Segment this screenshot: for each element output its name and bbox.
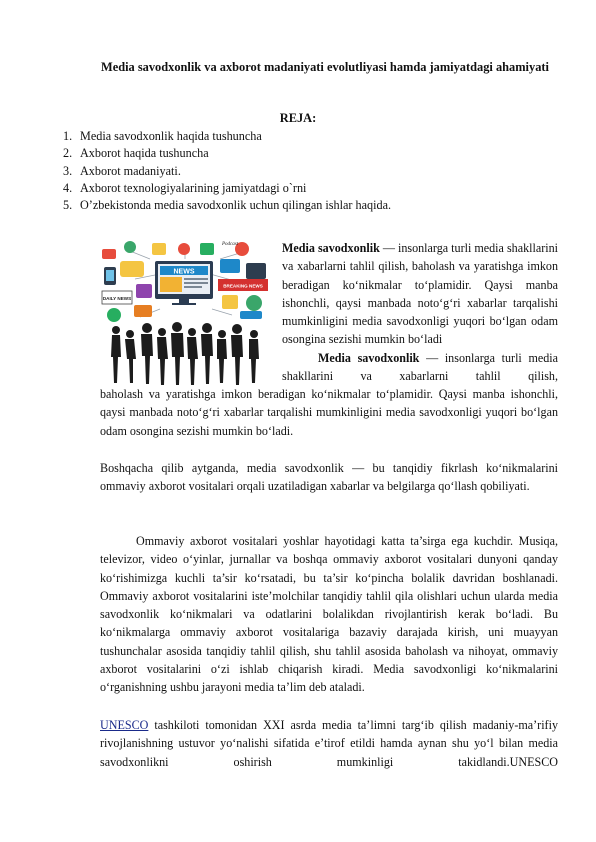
plan-item-number: 5. <box>63 198 73 213</box>
term: Media savodxonlik <box>318 351 420 365</box>
paragraph-definition-repeat-continued: baholash va yaratishga imkon beradigan ko‘nikmalar to‘plamidir. Qaysi manba ishonchli, qaysi manbada noto‘g‘ri xabarlar tarqalishi mumkinligini media savodxonligi yuqori bo‘lgan odam osongina sezishi mumkin bo‘ladi. <box>100 387 558 438</box>
paragraph-text: — insonlarga turli media shakllarini va xabarlarni tahlil qilish, baholash va yaratishga imkon beradigan ko‘nikmalar to‘plamidir. Qaysi manba ishonchli, qaysi manbada noto‘g‘ri xabarlar tarqalishi mumkinligini media savodxonligi yuqori bo‘lgan odam osongina sezishi mumkin bo‘ladi <box>282 241 558 347</box>
plan-item-text: Axborot texnologiyalarining jamiyatdagi o`rni <box>80 180 307 195</box>
plan-heading: REJA: <box>279 111 317 125</box>
plan-list <box>63 128 391 214</box>
unesco-link[interactable]: UNESCO <box>100 718 149 732</box>
paragraph-text: — insonlarga turli media shakllarini va xabarlarni tahlil qilish, <box>282 351 558 384</box>
monitor-news-icon <box>155 261 213 305</box>
media-illustration <box>100 239 270 391</box>
paragraph-unesco <box>100 716 558 771</box>
plan-item-text: O’zbekistonda media savodxonlik uchun qilingan ishlar haqida. <box>80 198 392 213</box>
media-icons <box>218 242 268 319</box>
paragraph-text: tashkiloti tomonidan XXI asrda media ta’limni targ‘ib qilish madaniy-ma’rifiy rivojlanishning ustuvor yo‘nalishi sifatida e’tirof etildi hamda aynan shu yo‘l bilan media savodxonlikni oshirish mumkinligi takidlandi.UNESCO <box>100 718 558 769</box>
term: Media savodxonlik <box>282 241 380 255</box>
plan-item-text: Axborot haqida tushuncha <box>80 146 209 161</box>
paragraph-critical-thinking: Boshqacha qilib aytganda, media savodxonlik — bu tanqidiy fikrlash ko‘nikmalarini ommaviy axborot vositalari orqali uzatiladigan xabarlar va belgilarga qo‘llash qobiliyati. <box>100 461 558 494</box>
paragraph-definition-repeat <box>282 349 558 386</box>
plan-item <box>63 197 391 214</box>
social-icons <box>102 241 152 322</box>
plan-item <box>63 180 391 197</box>
top-icons <box>152 243 214 255</box>
daily-news-label: DAILY NEWS <box>102 296 132 301</box>
plan-item-text: Axborot madaniyati. <box>80 163 181 178</box>
news-label: NEWS <box>173 268 195 276</box>
plan-item <box>63 163 391 180</box>
plan-item-number: 4. <box>63 180 73 195</box>
people-silhouettes <box>111 322 259 385</box>
plan-item-number: 1. <box>63 129 73 143</box>
plan-item-number: 2. <box>63 146 73 161</box>
plan-item-text: Media savodxonlik haqida tushuncha <box>80 129 262 143</box>
breaking-news-label: BREAKING NEWS <box>223 283 263 289</box>
plan-item <box>63 145 391 162</box>
podcast-label: Podcast <box>222 242 239 247</box>
plan-item <box>63 128 391 145</box>
paragraph-definition <box>282 239 558 349</box>
paragraph-mass-media: Ommaviy axborot vositalari yoshlar hayotidagi katta ta’sirga ega kuchdir. Musiqa, televizor, video o‘yinlar, jurnallar va boshqa ommaviy axborot vositalari dunyoni qanday ko‘rishimizga kuchli ta’sir ko‘rsatadi, bu ta’sir ko‘pincha bolalik davridan boshlanadi. Ommaviy axborot vositalarini iste’molchilar tanqidiy tahlil qila olishlari uchun ularda media savodxonlik ko‘nikmalari va odatlarini bolalikdan rivojlantirish kerak bo‘ladi. Bu ko‘nikmalarga ommaviy axborot vositalariga bazaviy darajada kirish, uni muayyan tushunchalar asosida tanqidiy tahlil qilish, shu tahlil asosida baholash va nihoyat, ommaviy axborot vositalarini o‘zi ishlab chiqarish kiradi. Media savodxonligi ko‘nikmalarini o‘rganishning ushbu jarayoni media ta’lim deb ataladi. <box>100 534 558 695</box>
plan-item-number: 3. <box>63 163 73 178</box>
document-title: Media savodxonlik va axborot madaniyati evolutliyasi hamda jamiyatdagi ahamiyati <box>101 60 549 74</box>
